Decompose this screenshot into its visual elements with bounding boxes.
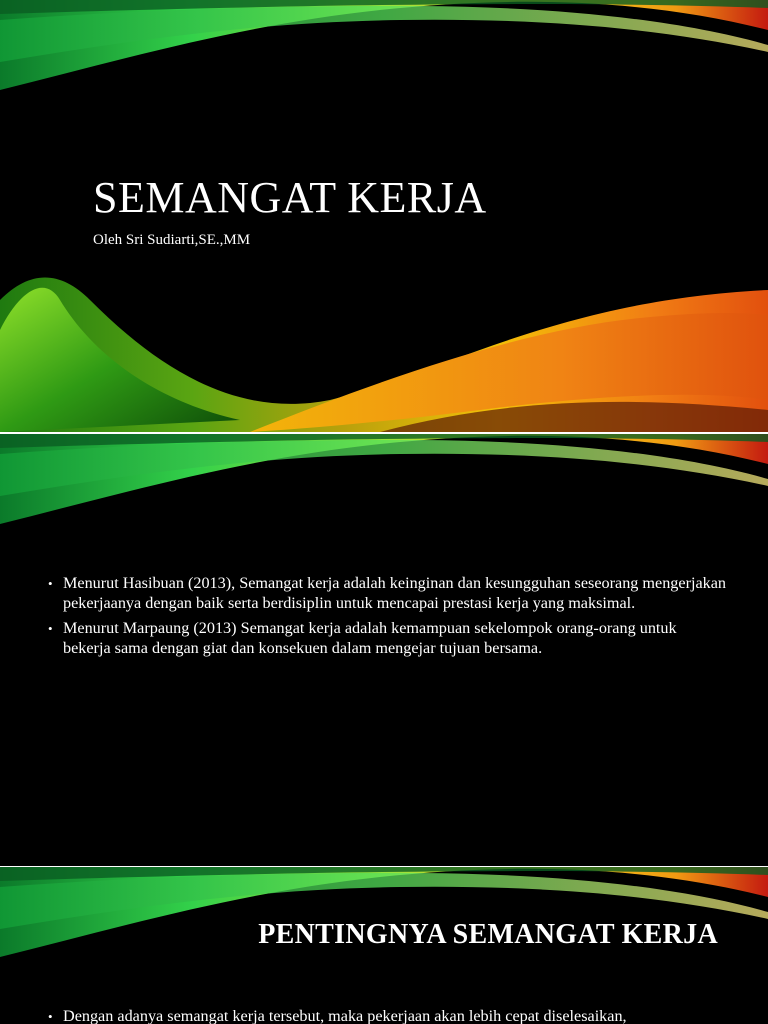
importance-list (48, 1007, 748, 1024)
definition-slide (0, 434, 768, 866)
definition-list (48, 574, 728, 664)
slide-title: SEMANGAT KERJA (93, 173, 487, 222)
bullet-text: Menurut Marpaung (2013) Semangat kerja adalah kemampuan sekelompok orang-orang untuk bekerja sama dengan giat dan konsekuen dalam mengejar tujuan bersama. (63, 619, 677, 657)
bullet-text: Dengan adanya semangat kerja tersebut, maka pekerjaan akan lebih cepat diselesaikan, (63, 1007, 627, 1024)
slide-subtitle: Oleh Sri Sudiarti,SE.,MM (93, 232, 251, 248)
bullet-icon: • (48, 1009, 53, 1024)
bullet-icon: • (48, 621, 53, 636)
bullet-item (48, 619, 728, 658)
bullet-text: Menurut Hasibuan (2013), Semangat kerja adalah keinginan dan kesungguhan seseorang mengerjakan pekerjaanya dengan baik serta berdisiplin untuk mencapai prestasi kerja yang maksimal. (63, 574, 727, 612)
title-slide (0, 0, 768, 432)
bullet-item (48, 574, 728, 613)
importance-slide (0, 867, 768, 1024)
bullet-item (48, 1007, 748, 1024)
top-swoosh-decoration (0, 867, 768, 967)
slide-title: PENTINGNYA SEMANGAT KERJA (258, 919, 718, 950)
top-swoosh-decoration (0, 434, 768, 534)
bullet-icon: • (48, 576, 53, 591)
